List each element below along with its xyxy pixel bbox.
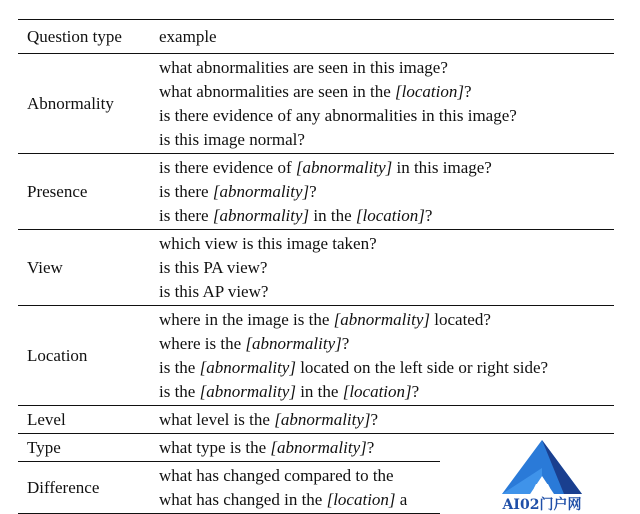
example-line — [159, 104, 614, 128]
example-text: is the — [159, 358, 200, 377]
example-line — [159, 232, 614, 256]
table-header-row — [18, 20, 614, 54]
example-text: a — [395, 490, 408, 509]
example-cell — [159, 230, 614, 306]
example-text: is this image normal? — [159, 130, 305, 149]
example-cell — [159, 406, 614, 434]
question-type-cell: Type — [18, 434, 159, 462]
example-text: is there — [159, 182, 213, 201]
example-text: what type is the — [159, 438, 271, 457]
header-question-type: Question type — [18, 20, 159, 54]
question-type-cell: Abnormality — [18, 54, 159, 154]
example-line — [159, 308, 614, 332]
example-text: in the — [295, 382, 343, 401]
example-text: ? — [411, 382, 420, 401]
placeholder-term: [abnormality] — [333, 310, 431, 329]
example-text: what abnormalities are seen in this image? — [159, 58, 448, 77]
question-type-cell: Presence — [18, 154, 159, 230]
example-text: ? — [309, 182, 317, 201]
placeholder-term: [abnormality] — [199, 358, 296, 377]
example-line — [159, 256, 614, 280]
placeholder-term: [location] — [342, 382, 412, 401]
placeholder-term: [abnormality] — [199, 382, 296, 401]
table-row-abnormality — [18, 54, 614, 154]
placeholder-term: [location] — [326, 490, 396, 509]
placeholder-term: [location] — [395, 82, 464, 101]
example-text: ? — [366, 438, 375, 457]
placeholder-term: [abnormality] — [274, 410, 371, 429]
example-text: what level is the — [159, 410, 275, 429]
example-line — [159, 56, 614, 80]
example-text: ? — [463, 82, 472, 101]
example-cell — [159, 54, 614, 154]
watermark-text: AI02门户网 — [502, 497, 582, 513]
example-line — [159, 156, 614, 180]
placeholder-term: [abnormality] — [212, 206, 310, 225]
example-text: is there — [159, 206, 213, 225]
example-text: what has changed in the — [159, 490, 327, 509]
placeholder-term: [abnormality] — [212, 182, 310, 201]
example-text: in the — [309, 206, 356, 225]
example-text: which view is this image taken? — [159, 234, 377, 253]
example-line — [159, 80, 614, 104]
example-line — [159, 204, 614, 228]
example-line — [159, 332, 614, 356]
example-cell — [159, 306, 614, 406]
example-text: ? — [341, 334, 350, 353]
table-row-presence — [18, 154, 614, 230]
example-text: what abnormalities are seen in the — [159, 82, 396, 101]
table-row-location — [18, 306, 614, 406]
question-type-cell: View — [18, 230, 159, 306]
header-example: example — [159, 20, 614, 54]
example-line — [159, 280, 614, 304]
example-text: is there evidence of any abnormalities in this image? — [159, 106, 517, 125]
table-row-level — [18, 406, 614, 434]
example-text: where in the image is the — [159, 310, 334, 329]
example-text: is there evidence of — [159, 158, 296, 177]
example-text: in this image? — [392, 158, 492, 177]
example-text: is this AP view? — [159, 282, 269, 301]
placeholder-term: [abnormality] — [270, 438, 367, 457]
example-line — [159, 128, 614, 152]
example-cell — [159, 154, 614, 230]
example-line — [159, 408, 614, 432]
question-type-cell: Difference — [18, 462, 159, 514]
example-text: ? — [370, 410, 379, 429]
table-row-view — [18, 230, 614, 306]
question-type-cell: Location — [18, 306, 159, 406]
example-text: ? — [424, 206, 433, 225]
placeholder-term: [abnormality] — [295, 158, 393, 177]
example-line — [159, 180, 614, 204]
placeholder-term: [abnormality] — [245, 334, 342, 353]
example-text: is the — [159, 382, 200, 401]
example-text: where is the — [159, 334, 246, 353]
placeholder-term: [location] — [355, 206, 425, 225]
question-type-cell: Level — [18, 406, 159, 434]
example-line — [159, 380, 614, 404]
example-text: what has changed compared to the — [159, 466, 394, 485]
example-text: is this PA view? — [159, 258, 268, 277]
example-text: located on the left side or right side? — [295, 358, 549, 377]
example-text: located? — [430, 310, 491, 329]
example-line — [159, 356, 614, 380]
